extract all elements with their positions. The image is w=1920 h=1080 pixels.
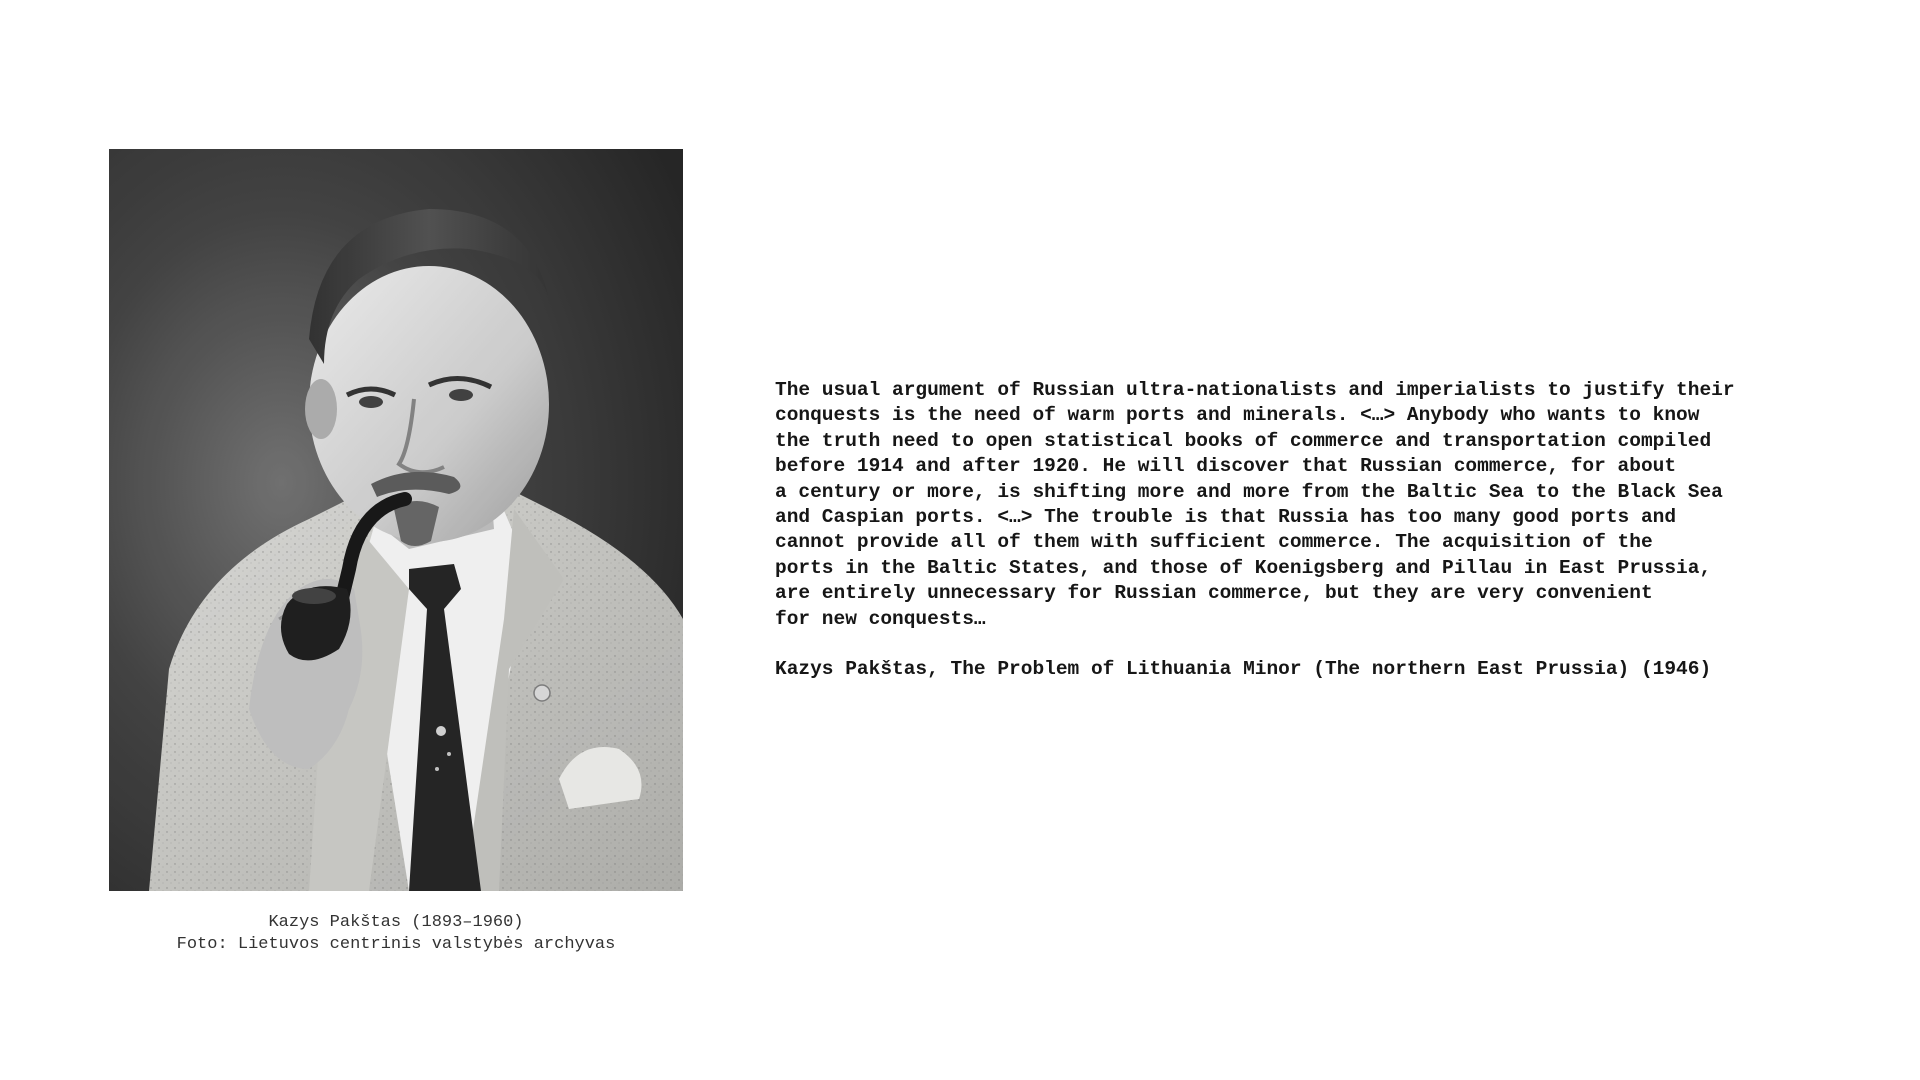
caption-photo-credit: Foto: Lietuvos centrinis valstybės archyvas — [176, 935, 616, 954]
quote-line: a century or more, is shifting more and more from the Baltic Sea to the Black Sea — [775, 480, 1723, 503]
photo-caption — [109, 912, 683, 956]
quote-line: cannot provide all of them with sufficient commerce. The acquisition of the — [775, 531, 1653, 554]
quote-line: The usual argument of Russian ultra-nationalists and imperialists to justify their — [775, 379, 1735, 401]
quote-attribution: Kazys Pakštas, The Problem of Lithuania Minor (The northern East Prussia) (1946) — [775, 658, 1712, 681]
quote-block — [775, 378, 1895, 683]
quote-line: are entirely unnecessary for Russian commerce, but they are very convenient — [775, 582, 1653, 605]
quote-line: conquests is the need of warm ports and minerals. <…> Anybody who wants to know — [775, 404, 1700, 427]
portrait-illustration — [109, 149, 683, 891]
caption-name-dates: Kazys Pakštas (1893–1960) — [268, 913, 524, 932]
portrait-photo — [109, 149, 683, 891]
quote-line: for new conquests… — [775, 607, 986, 630]
quote-line: ports in the Baltic States, and those of Koenigsberg and Pillau in East Prussia, — [775, 556, 1712, 579]
quote-line: before 1914 and after 1920. He will discover that Russian commerce, for about — [775, 455, 1677, 478]
quote-line: the truth need to open statistical books of commerce and transportation compiled — [775, 429, 1712, 452]
quote-line: and Caspian ports. <…> The trouble is that Russia has too many good ports and — [775, 506, 1677, 529]
